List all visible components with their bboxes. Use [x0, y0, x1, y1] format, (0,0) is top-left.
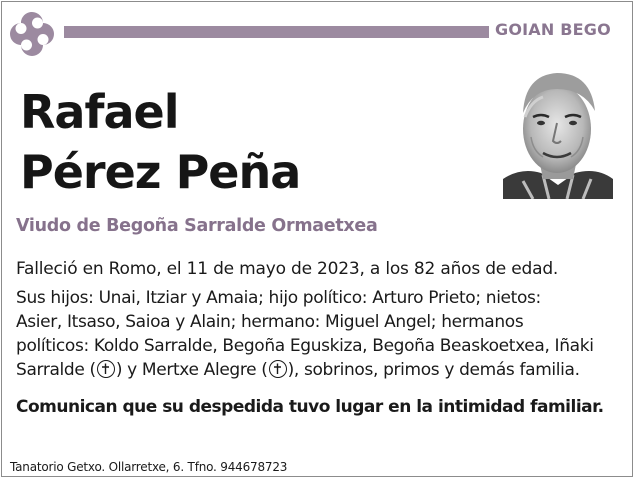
widow-line: Viudo de Begoña Sarralde Ormaetxea [16, 216, 378, 236]
brand-name: GOIAN BEGO [495, 20, 611, 39]
funeral-home-info: Tanatorio Getxo. Ollarretxe, 6. Tfno. 944678723 [10, 460, 288, 474]
family-text: Sarralde ( [16, 360, 96, 380]
family-list [16, 286, 621, 382]
first-name: Rafael [20, 85, 179, 139]
farewell-statement: Comunican que su despedida tuvo lugar en la intimidad familiar. [16, 397, 604, 417]
cross-icon [97, 360, 115, 378]
header-bar [64, 26, 489, 38]
family-line: políticos: Koldo Sarralde, Begoña Eguskiza, Begoña Beaskoetxea, Iñaki [16, 336, 594, 356]
family-line [16, 358, 621, 382]
family-text: ), sobrinos, primos y demás familia. [287, 360, 580, 380]
family-text: ) y Mertxe Alegre ( [115, 360, 268, 380]
family-line: Asier, Itsaso, Saioa y Alain; hermano: Miguel Angel; hermanos [16, 312, 524, 332]
family-line: Sus hijos: Unai, Itziar y Amaia; hijo político: Arturo Prieto; nietos: [16, 288, 541, 308]
lauburu-icon [6, 8, 58, 60]
death-statement: Falleció en Romo, el 11 de mayo de 2023, a los 82 años de edad. [16, 259, 559, 279]
surnames: Pérez Peña [20, 145, 301, 199]
cross-icon [269, 360, 287, 378]
deceased-name [20, 82, 300, 202]
portrait-photo [503, 61, 613, 199]
